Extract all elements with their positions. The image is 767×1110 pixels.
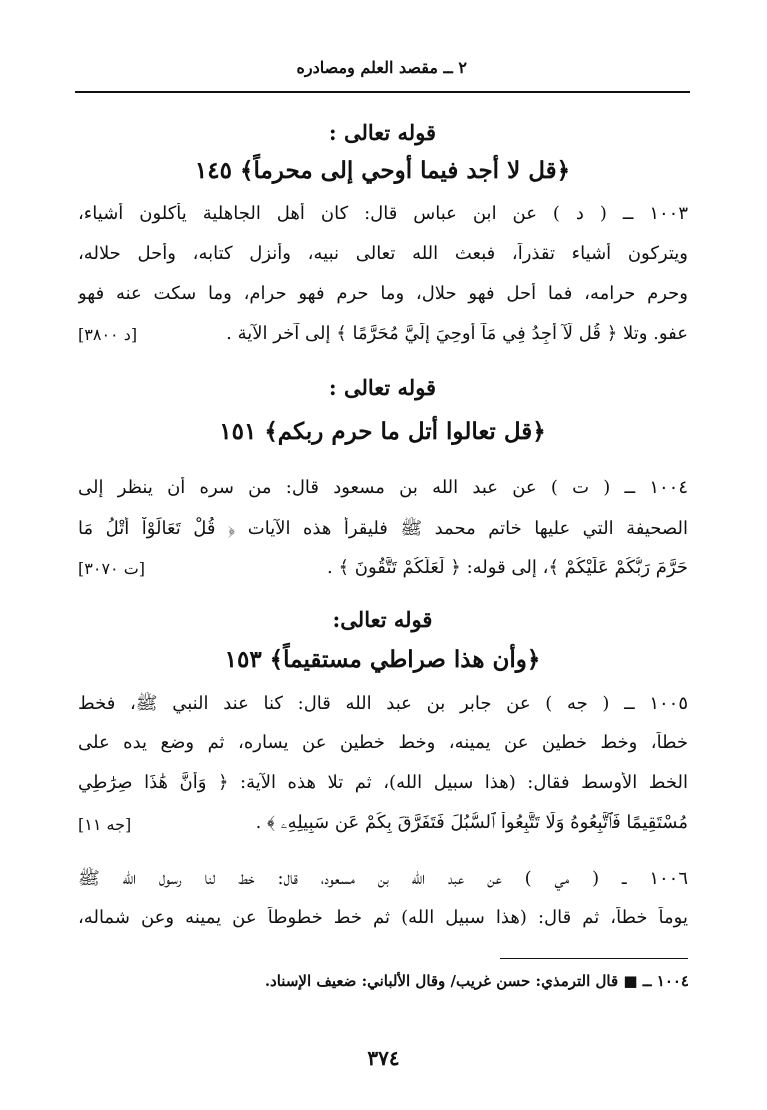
hadith-line: حَرَّمَ رَبُّكُمْ عَلَيْكُمْ ﴾، إلى قوله: ﴿ لَعَلَّكُمْ تَتَّقُونَ ﴾ .	[327, 557, 688, 578]
hadith-line: ١٠٠٤ ــ ( ت ) عن عبد الله بن مسعود قال: من سره أن ينظر إلى	[78, 477, 688, 498]
hadith-line: عفو. وتلا ﴿ قُل لَّآ أَجِدُ فِي مَآ أُوحِيَ إِلَيَّ مُحَرَّمًا ﴾ إلى آخر الآية .	[226, 323, 688, 344]
section-subheading: قوله تعالى :	[328, 375, 437, 400]
hadith-line: يوماً خطاً، ثم قال: (هذا سبيل الله) ثم خط خطوطاً عن يمينه وعن شماله،	[78, 907, 688, 928]
section-heading: ﴿قل تعالوا أتل ما حرم ربكم﴾ ١٥١	[219, 418, 546, 445]
hadith-line: وحرم حرامه، فما أحل فهو حلال، وما حرم فهو حرام، وما سكت عنه فهو	[78, 283, 688, 304]
section-heading: ﴿وأن هذا صراطي مستقيماً﴾ ١٥٣	[224, 646, 541, 673]
section-subheading: قوله تعالى:	[332, 607, 433, 632]
hadith-line: ١٠٠٥ ــ ( جه ) عن جابر بن عبد الله قال: كنا عند النبي ﷺ، فخط	[78, 693, 688, 714]
hadith-reference: [د ٣٨٠٠]	[78, 325, 138, 344]
hadith-line: خطاً، وخط خطين عن يمينه، وخط خطين عن يساره، ثم وضع يده على	[78, 732, 688, 753]
header-rule	[75, 91, 690, 93]
hadith-line: الصحيفة التي عليها خاتم محمد ﷺ فليقرأ هذه الآيات ﴿ قُلْ تَعَالَوْاْ أَتْلُ مَا	[78, 518, 688, 539]
hadith-reference: [ت ٣٠٧٠]	[78, 559, 146, 578]
running-header: ٢ ــ مقصد العلم ومصادره	[296, 58, 467, 77]
hadith-line: ويتركون أشياء تقذراً، فبعث الله تعالى نبيه، وأنزل كتابه، وأحل حلاله،	[78, 243, 688, 264]
section-heading: ﴿قل لا أجد فيما أوحي إلى محرماً﴾ ١٤٥	[194, 157, 571, 184]
hadith-line: مُسْتَقِيمًا فَٱتَّبِعُوهُ وَلَا تَتَّبِعُواْ ٱلسُّبُلَ فَتَفَرَّقَ بِكُمْ عَن سَبِيلِهِۦ ﴾ .	[255, 812, 688, 833]
footnote: ١٠٠٤ ــ ■ قال الترمذي: حسن غريب/ وقال الألباني: ضعيف الإسناد.	[264, 972, 689, 990]
hadith-reference: [جه ١١]	[78, 815, 132, 834]
hadith-line: ١٠٠٣ ــ ( د ) عن ابن عباس قال: كان أهل الجاهلية يأكلون أشياء،	[78, 203, 688, 224]
section-subheading: قوله تعالى :	[328, 120, 437, 145]
hadith-line: ١٠٠٦ ــ ( مي ) عن عبد الله بن مسعود، قال: خط لنا رسول الله ﷺ	[78, 868, 688, 889]
footnote-rule	[500, 958, 688, 959]
page-number: ٣٧٤	[367, 1046, 400, 1070]
hadith-line: الخط الأوسط فقال: (هذا سبيل الله)، ثم تلا هذه الآية: ﴿ وَأَنَّ هَٰذَا صِرَٰطِي	[78, 772, 688, 793]
